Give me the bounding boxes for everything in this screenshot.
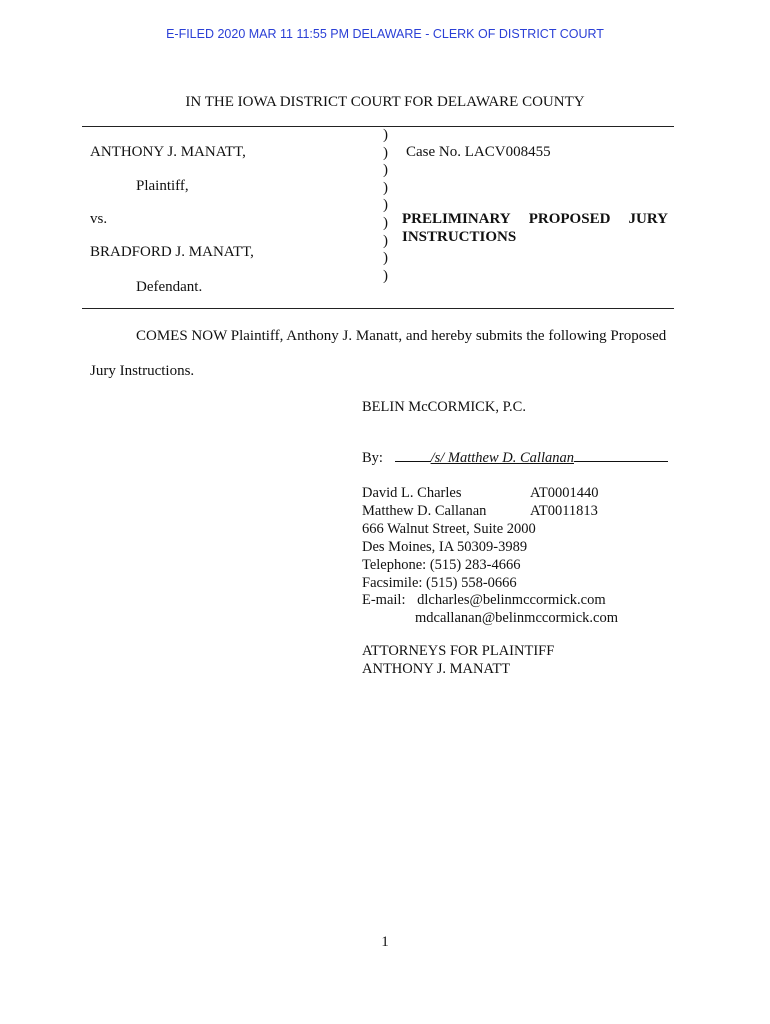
attorneys-for: ATTORNEYS FOR PLAINTIFF bbox=[362, 643, 555, 659]
efile-stamp: E-FILED 2020 MAR 11 11:55 PM DELAWARE - CLERK OF DISTRICT COURT bbox=[166, 27, 604, 41]
by-label: By: bbox=[362, 450, 383, 466]
document-title bbox=[402, 210, 668, 246]
address-line-1: 666 Walnut Street, Suite 2000 bbox=[362, 521, 536, 537]
signature-underline-trail bbox=[574, 461, 668, 462]
attorney-id: AT0011813 bbox=[530, 503, 598, 519]
attorney-id: AT0001440 bbox=[530, 485, 599, 501]
attorney-name: David L. Charles bbox=[362, 485, 462, 501]
signature-text: /s/ Matthew D. Callanan bbox=[430, 450, 574, 466]
signature-line bbox=[362, 450, 668, 468]
paren: ) bbox=[383, 197, 388, 214]
defendant-role: Defendant. bbox=[136, 279, 203, 295]
body-line-2: Jury Instructions. bbox=[90, 363, 195, 379]
title-line-2: INSTRUCTIONS bbox=[402, 229, 517, 245]
paren: ) bbox=[383, 127, 388, 143]
caption-top-rule bbox=[82, 126, 674, 127]
versus: vs. bbox=[90, 211, 108, 227]
defendant-name: BRADFORD J. MANATT, bbox=[90, 244, 254, 260]
paren: ) bbox=[383, 179, 388, 196]
title-word: PROPOSED bbox=[528, 211, 611, 227]
paren: ) bbox=[383, 250, 388, 267]
title-word: PRELIMINARY bbox=[402, 211, 511, 227]
court-heading: IN THE IOWA DISTRICT COURT FOR DELAWARE COUNTY bbox=[185, 94, 585, 110]
plaintiff-name: ANTHONY J. MANATT, bbox=[90, 144, 246, 160]
firm-name: BELIN McCORMICK, P.C. bbox=[362, 399, 526, 415]
facsimile: Facsimile: (515) 558-0666 bbox=[362, 575, 517, 591]
email-link[interactable]: mdcallanan@belinmccormick.com bbox=[415, 610, 618, 626]
email-row bbox=[362, 592, 606, 610]
paren: ) bbox=[383, 144, 388, 161]
attorney-name: Matthew D. Callanan bbox=[362, 503, 487, 519]
attorney-row bbox=[362, 503, 598, 521]
paren: ) bbox=[383, 214, 388, 231]
case-number: Case No. LACV008455 bbox=[406, 144, 551, 160]
signature-underline-lead bbox=[395, 461, 431, 462]
page-number: 1 bbox=[381, 934, 389, 950]
paren: ) bbox=[383, 267, 388, 284]
email-link[interactable]: dlcharles@belinmccormick.com bbox=[417, 592, 606, 608]
telephone: Telephone: (515) 283-4666 bbox=[362, 557, 521, 573]
body-line-1: COMES NOW Plaintiff, Anthony J. Manatt, and hereby submits the following Proposed bbox=[136, 328, 667, 344]
client-name: ANTHONY J. MANATT bbox=[362, 661, 511, 677]
caption-paren-column bbox=[383, 127, 395, 285]
email-label: E-mail: bbox=[362, 592, 406, 608]
attorney-row bbox=[362, 485, 598, 503]
caption-bottom-rule bbox=[82, 308, 674, 309]
address-line-2: Des Moines, IA 50309-3989 bbox=[362, 539, 528, 555]
plaintiff-role: Plaintiff, bbox=[136, 178, 189, 194]
title-word: JURY bbox=[628, 211, 668, 227]
paren: ) bbox=[383, 232, 388, 249]
paren: ) bbox=[383, 162, 388, 179]
